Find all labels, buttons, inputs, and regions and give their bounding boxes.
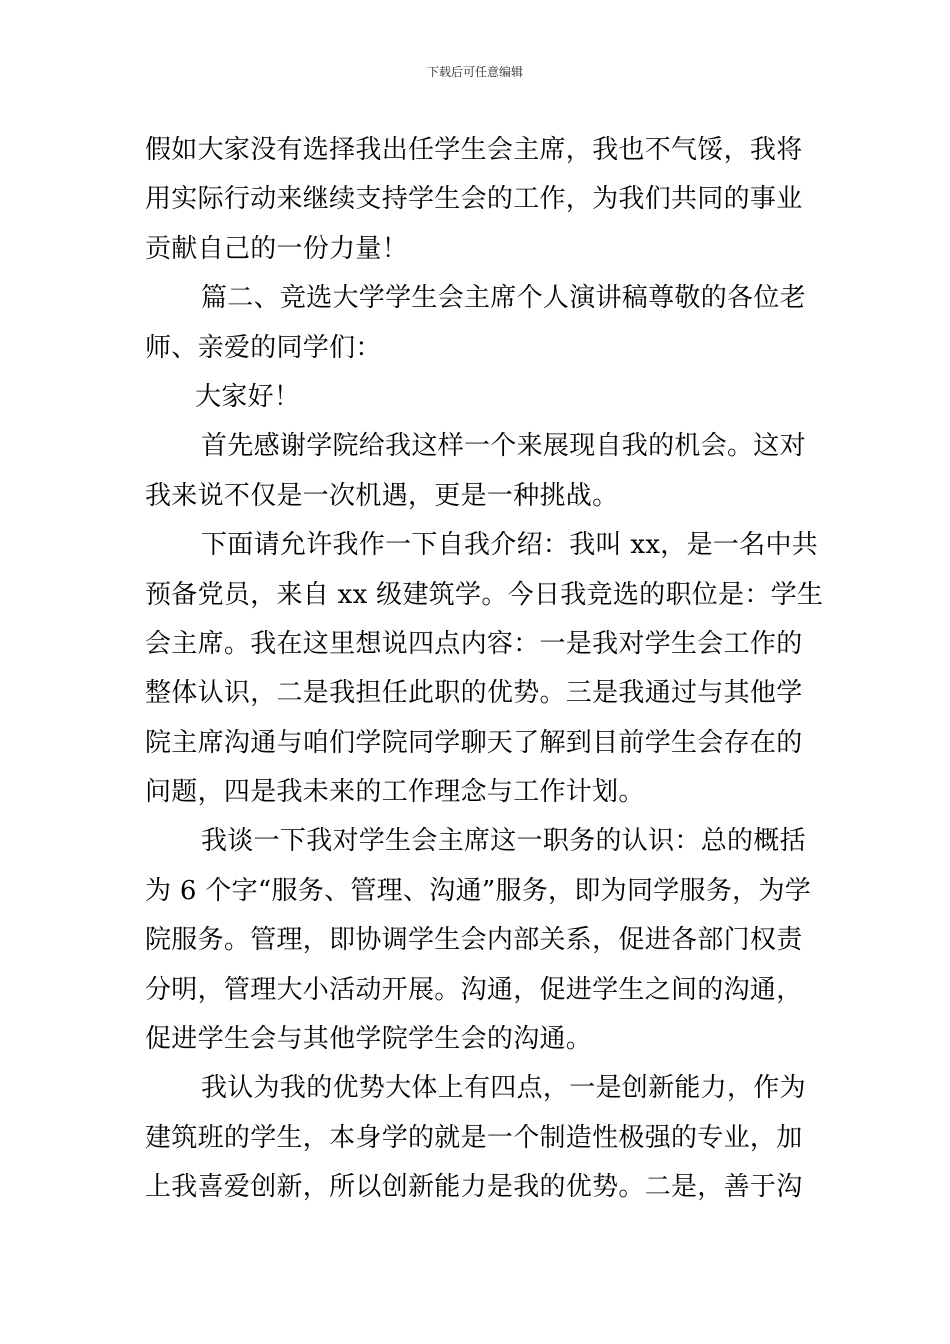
document-body <box>145 126 824 1213</box>
page-header-note: 下载后可任意编辑 <box>426 65 523 79</box>
text-line: 师、亲爱的同学们： <box>145 332 382 363</box>
text-line: 我来说不仅是一次机遇，更是一种挑战。 <box>145 480 619 511</box>
text-line: 预备党员，来自 xx 级建筑学。今日我竞选的职位是：学生 <box>145 579 824 610</box>
section-heading-line: 篇二、竞选大学学生会主席个人演讲稿尊敬的各位老 <box>201 283 806 314</box>
text-line: 贡献自己的一份力量！ <box>145 233 409 264</box>
text-line: 整体认识，二是我担任此职的优势。三是我通过与其他学 <box>145 678 803 709</box>
text-line: 为 6 个字“服务、管理、沟通”服务，即为同学服务，为学 <box>145 875 812 906</box>
text-line: 分明，管理大小活动开展。沟通，促进学生之间的沟通， <box>145 974 803 1005</box>
text-line: 促进学生会与其他学院学生会的沟通。 <box>145 1024 593 1055</box>
greeting-line: 大家好！ <box>195 381 301 412</box>
text-line: 会主席。我在这里想说四点内容：一是我对学生会工作的 <box>145 628 803 659</box>
text-line: 建筑班的学生，本身学的就是一个制造性极强的专业，加 <box>145 1122 803 1153</box>
text-line: 我谈一下我对学生会主席这一职务的认识：总的概括 <box>201 826 806 857</box>
text-line: 用实际行动来继续支持学生会的工作，为我们共同的事业 <box>145 184 803 215</box>
text-line: 问题，四是我未来的工作理念与工作计划。 <box>145 777 645 808</box>
text-line: 下面请允许我作一下自我介绍：我叫 xx，是一名中共 <box>201 530 819 561</box>
text-line: 上我喜爱创新，所以创新能力是我的优势。二是，善于沟 <box>145 1172 803 1203</box>
text-line: 假如大家没有选择我出任学生会主席，我也不气馁，我将 <box>145 135 803 165</box>
text-line: 我认为我的优势大体上有四点，一是创新能力，作为 <box>201 1073 806 1104</box>
text-line: 院服务。管理，即协调学生会内部关系，促进各部门权责 <box>145 925 803 956</box>
text-line: 院主席沟通与咱们学院同学聊天了解到目前学生会存在的 <box>145 727 803 758</box>
text-line: 首先感谢学院给我这样一个来展现自我的机会。这对 <box>201 431 806 462</box>
